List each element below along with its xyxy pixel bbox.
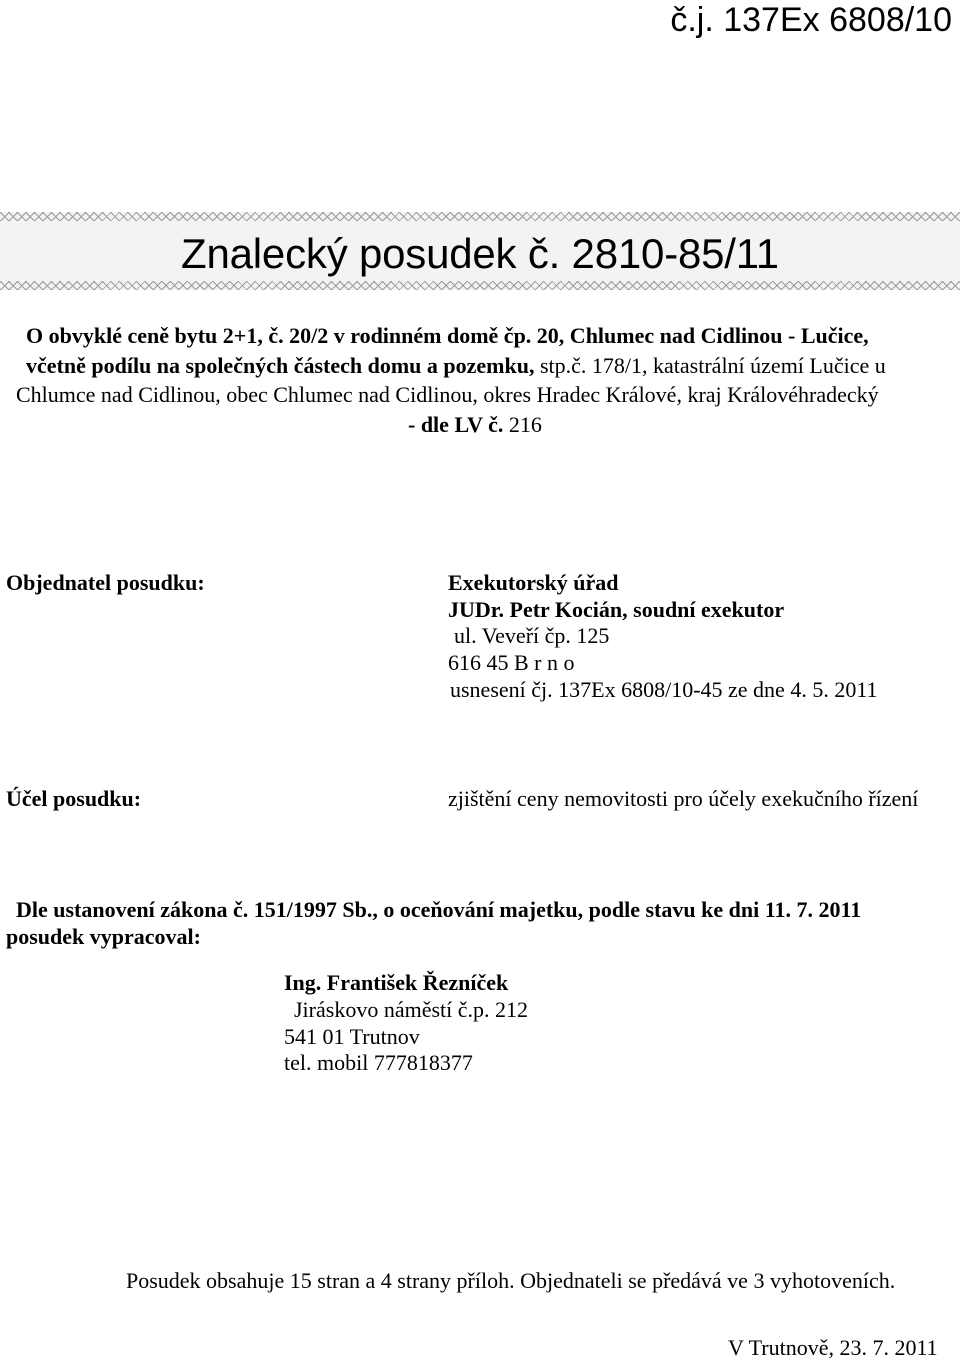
title-band [0, 212, 960, 290]
client-street: ul. Veveří čp. 125 [454, 623, 610, 648]
case-reference: č.j. 137Ex 6808/10 [670, 1, 952, 39]
client-office: Exekutorský úřad [448, 570, 619, 595]
author-name: Ing. František Řezníček [284, 970, 509, 995]
client-name: JUDr. Petr Kocián, soudní exekutor [448, 597, 785, 622]
author-city: 541 01 Trutnov [284, 1024, 420, 1049]
subject-line-2 [26, 352, 886, 380]
author-street: Jiráskovo náměstí č.p. 212 [294, 997, 529, 1022]
hatch-border-bottom [0, 281, 960, 290]
footer-place-date: V Trutnově, 23. 7. 2011 [728, 1335, 938, 1360]
law-line-2: posudek vypracoval: [6, 924, 201, 949]
author-phone: tel. mobil 777818377 [284, 1050, 473, 1075]
subject-line-3: Chlumce nad Cidlinou, obec Chlumec nad Cidlinou, okres Hradec Králové, kraj Královéhradecký [16, 382, 879, 407]
subject-line-4 [408, 411, 542, 439]
subject-line-2-rest: stp.č. 178/1, katastrální území Lučice u [534, 353, 886, 378]
client-city: 616 45 B r n o [448, 650, 575, 675]
law-line-1: Dle ustanovení zákona č. 151/1997 Sb., o oceňování majetku, podle stavu ke dni 11. 7. 2011 [16, 897, 862, 922]
subject-line-2-bold: včetně podílu na společných částech domu a pozemku, [26, 353, 535, 378]
subject-line-4-bold: - dle LV č. [408, 412, 504, 437]
footer-summary: Posudek obsahuje 15 stran a 4 strany příloh. Objednateli se předává ve 3 vyhotoveních. [126, 1268, 896, 1293]
client-label: Objednatel posudku: [6, 570, 205, 595]
client-resolution: usnesení čj. 137Ex 6808/10-45 ze dne 4. 5. 2011 [450, 677, 878, 702]
purpose-label: Účel posudku: [6, 786, 142, 811]
hatch-border-top [0, 212, 960, 221]
purpose-value: zjištění ceny nemovitosti pro účely exekučního řízení [448, 786, 919, 811]
subject-line-4-rest: 216 [503, 412, 542, 437]
document-title: Znalecký posudek č. 2810-85/11 [181, 230, 779, 277]
subject-line-1: O obvyklé ceně bytu 2+1, č. 20/2 v rodinném domě čp. 20, Chlumec nad Cidlinou - Lučice, [26, 323, 869, 348]
